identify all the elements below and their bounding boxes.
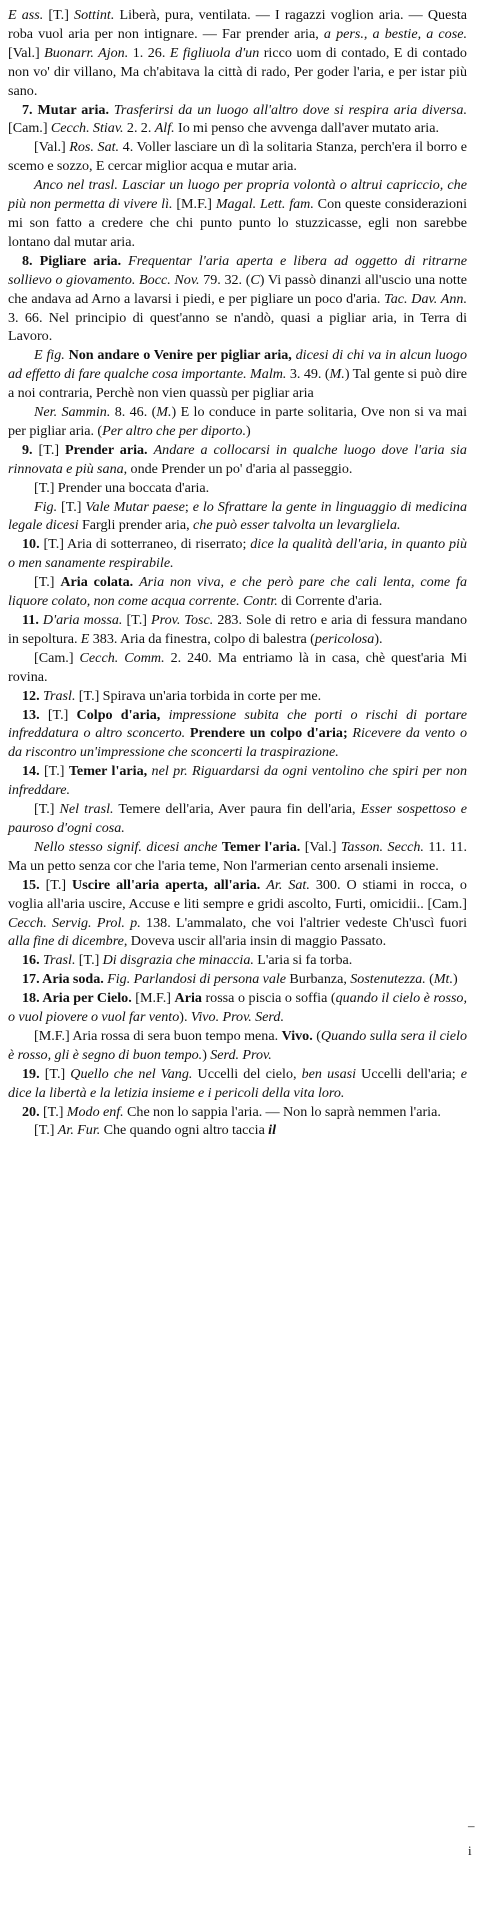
dictionary-entry: 17. Aria soda. Fig. Parlandosi di persona vale Burbanza, Sostenutezza. (Mt.)	[22, 971, 458, 988]
dictionary-entry: Anco nel trasl. Lasciar un luogo per propria volontà o altrui capriccio, che più non permetta di vivere lì. [M.F.] Magal. Lett. fam. Con queste considerazioni mi son fatto a credere che chi punto punto lo stuzzicasse, egli non sarebbe lontano dal mutar aria.	[8, 177, 467, 250]
dictionary-entry: 16. Trasl. [T.] Di disgrazia che minaccia. L'aria si fa torba.	[22, 952, 353, 969]
dictionary-entry: [T.] Prender una boccata d'aria.	[34, 479, 210, 496]
dictionary-entry: Nello stesso signif. dicesi anche Temer l'aria. [Val.] Tasson. Secch. 11. 11. Ma un petto senza cor che l'aria teme, Non l'armerian cento arsenali insieme.	[8, 838, 467, 874]
dictionary-entry: 19. [T.] Quello che nel Vang. Uccelli del cielo, ben usasi Uccelli dell'aria; e dice la libertà e la letizia insieme e i pericoli della vita loro.	[8, 1065, 467, 1101]
dictionary-entry: 7. Mutar aria. Trasferirsi da un luogo all'altro dove si respira aria diversa. [Cam.] Cecch. Stiav. 2. 2. Alf. Io mi penso che avvenga dall'aver mutato aria.	[8, 101, 467, 137]
dictionary-entry: Fig. [T.] Vale Mutar paese; e lo Sfrattare la gente in linguaggio di medicina legale dicesi Fargli prender aria, che può esser talvolta un levargliela.	[8, 498, 467, 534]
dictionary-entry: 13. [T.] Colpo d'aria, impressione subita che porti o rischi di portare infreddatura o altro sconcerto. Prendere un colpo d'aria; Ricevere da vento o da riscontro un'impressione che sconcerti la traspirazione.	[8, 706, 468, 761]
dictionary-entry: Ner. Sammin. 8. 46. (M.) E lo conduce in parte solitaria, Ove non si va mai per pigliar aria. (Per altro che per diporto.)	[8, 404, 467, 439]
dictionary-entry: [T.] Ar. Fur. Che quando ogni altro taccia il	[34, 1122, 276, 1139]
dictionary-entry: 15. [T.] Uscire all'aria aperta, all'aria. Ar. Sat. 300. O stiami in rocca, o voglia all'aria uscire, Accuse e liti sempre e gridi ascolto, Furti, omicidii.. [Cam.] Cecch. Servig. Prol. p. 138. L'ammalato, che voi l'altrier vedeste Ch'uscì fuori alla fine di dicembre, Doveva uscir all'aria insin di maggio Passato.	[8, 876, 467, 950]
dictionary-entry: E fig. Non andare o Venire per pigliar aria, dicesi di chi va in alcun luogo ad effetto di fare qualche cosa importante. Malm. 3. 49. (M.) Tal gente si può dire a noi contraria, Perchè non vien quassù per pigliar aria	[8, 347, 468, 402]
dictionary-entry: 9. [T.] Prender aria. Andare a collocarsi in qualche luogo dove l'aria sia rinnovata e più sana, onde Prender un po' d'aria al passeggio.	[8, 441, 467, 477]
dictionary-entry: 8. Pigliare aria. Frequentar l'aria aperta e libera ad oggetto di ritrarne sollievo o giovamento. Bocc. Nov. 79. 32. (C) Vi passò dinanzi all'uscio una notte che andava ad Arno a lavarsi i piedi, e per pigliare un poco d'aria. Tac. Dav. Ann. 3. 66. Nel principio di quest'anno se n'andò, quasi a pigliar aria, in Terra di Lavoro.	[8, 252, 467, 345]
dictionary-entry: [Cam.] Cecch. Comm. 2. 240. Ma entriamo là in casa, chè quest'aria Mi rovina.	[8, 649, 467, 685]
dictionary-entry: 20. [T.] Modo enf. Che non lo sappia l'aria. — Non lo saprà nemmen l'aria.	[22, 1103, 441, 1120]
dictionary-entry: [T.] Nel trasl. Temere dell'aria, Aver paura fin dell'aria, Esser sospettoso e pauroso d'ogni cosa.	[8, 801, 468, 836]
dictionary-entry: [M.F.] Aria rossa di sera buon tempo mena. Vivo. (Quando sulla sera il cielo è rosso, gli è segno di buon tempo.) Serd. Prov.	[8, 1027, 467, 1063]
dictionary-entry: [Val.] Ros. Sat. 4. Voller lasciare un dì la solitaria Stanza, perch'era il borro e scemo e sozzo, E cercar miglior acqua e mutar aria.	[8, 139, 467, 175]
dictionary-entry: 10. [T.] Aria di sotterraneo, di riserrato; dice la qualità dell'aria, in quanto più o men sanamente respirabile.	[8, 536, 467, 572]
dictionary-entry: [T.] Aria colata. Aria non viva, e che però pare che cali lenta, come fa liquore colato, non come acqua corrente. Contr. di Corrente d'aria.	[8, 574, 468, 610]
margin-mark: i	[468, 1843, 472, 1858]
dictionary-entry: E ass. [T.] Sottint. Liberà, pura, ventilata. — I ragazzi voglion aria. — Questa roba vuol aria per non intignare. — Far prender aria, a pers., a bestie, a cose. [Val.] Buonarr. Ajon. 1. 26. E figliuola d'un ricco uom di contado, E di contado non vo' dir villano, Ma ch'abitava la città di rado, Per goder l'aria, e per istar più sano.	[8, 7, 467, 99]
dictionary-entry: 11. D'aria mossa. [T.] Prov. Tosc. 283. Sole di retro e aria di fessura mandano in sepoltura. E 383. Aria da finestra, colpo di balestra (pericolosa).	[8, 612, 467, 647]
dictionary-column	[8, 6, 467, 1140]
dictionary-entry: 18. Aria per Cielo. [M.F.] Aria rossa o piscia o soffia (quando il cielo è rosso, o vuol piovere o vuol far vento). Vivo. Prov. Serd.	[8, 990, 468, 1026]
dictionary-entry: 14. [T.] Temer l'aria, nel pr. Riguardarsi da ogni ventolino che spiri per non infreddare.	[8, 763, 468, 799]
margin-mark: –	[468, 1818, 475, 1833]
dictionary-entry: 12. Trasl. [T.] Spirava un'aria torbida in corte per me.	[22, 687, 322, 704]
